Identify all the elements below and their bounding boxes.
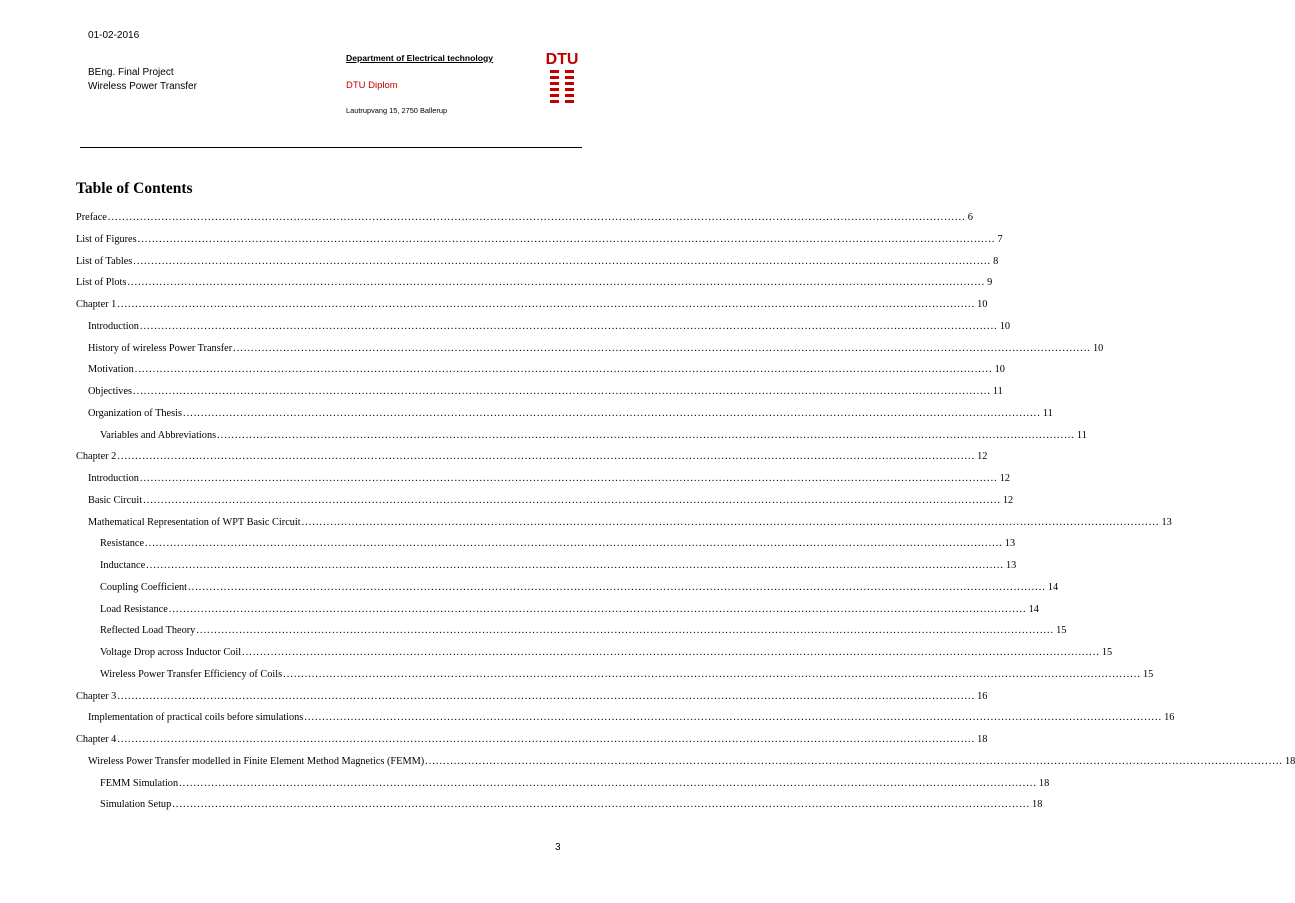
toc-entry[interactable] <box>88 407 1053 422</box>
toc-entry-leader <box>233 343 1091 354</box>
toc-entry-leader <box>143 495 1001 506</box>
toc-entry-page: 10 <box>977 299 988 310</box>
toc-entry-leader <box>169 604 1027 615</box>
toc-entry-leader <box>133 256 991 267</box>
toc-entry-label: Mathematical Representation of WPT Basic Circuit <box>88 516 301 528</box>
toc-entry-leader <box>127 277 985 288</box>
toc-entry[interactable] <box>100 668 1154 683</box>
toc-entry-leader <box>172 799 1030 810</box>
toc-entry-page: 18 <box>977 734 988 745</box>
toc-entry-label: History of wireless Power Transfer <box>88 342 233 354</box>
toc-entry[interactable] <box>88 755 1295 770</box>
toc-entry-label: Coupling Coefficient <box>100 581 188 593</box>
toc-entry-page: 10 <box>994 364 1005 376</box>
toc-entry-leader <box>304 712 1162 723</box>
toc-entry-page: 15 <box>1101 647 1113 658</box>
toc-entry[interactable] <box>76 734 988 748</box>
toc-entry-label: Wireless Power Transfer Efficiency of Coils <box>100 668 283 680</box>
toc-entry[interactable] <box>76 233 1003 248</box>
toc-entry-label: List of Tables <box>76 255 133 267</box>
header-project-line2: Wireless Power Transfer <box>88 81 197 92</box>
toc-entry-page: 14 <box>1047 581 1059 593</box>
toc-entry-leader <box>133 386 991 397</box>
toc-entry-leader <box>135 364 993 375</box>
toc-entry[interactable] <box>76 255 999 270</box>
toc-entry[interactable] <box>100 777 1050 792</box>
toc-entry[interactable] <box>76 277 993 291</box>
toc-entry-leader <box>117 451 975 462</box>
toc-entry[interactable] <box>100 560 1017 574</box>
toc-entry[interactable] <box>88 386 1003 400</box>
toc-entry-label: Simulation Setup <box>100 799 172 811</box>
header-address: Lautrupvang 15, 2750 Ballerup <box>346 106 448 115</box>
header-diplom: DTU Diplom <box>346 80 398 91</box>
toc-entry-label: Voltage Drop across Inductor Coil <box>100 647 242 658</box>
toc-entry-page: 14 <box>1028 603 1039 615</box>
header-project <box>88 66 197 94</box>
toc-entry-page: 16 <box>1164 712 1175 724</box>
toc-entry-leader <box>117 691 975 702</box>
page-number: 3 <box>555 842 561 853</box>
toc-entry-page: 10 <box>999 320 1011 332</box>
toc-entry-leader <box>196 625 1054 636</box>
toc-entry[interactable] <box>100 647 1113 661</box>
toc-entry[interactable] <box>88 320 1011 335</box>
toc-entry-leader <box>108 212 966 223</box>
toc-entry-page: 13 <box>1004 538 1016 550</box>
toc-entry[interactable] <box>76 212 973 226</box>
toc-entry-leader <box>302 517 1160 528</box>
toc-entry-leader <box>140 473 998 484</box>
toc-entry-page: 13 <box>1161 516 1172 528</box>
toc-entry-page: 16 <box>977 690 988 702</box>
toc-entry-leader <box>138 234 996 245</box>
toc-entry-page: 6 <box>967 212 973 223</box>
toc-entry-leader <box>217 430 1075 441</box>
toc-entry[interactable] <box>100 429 1087 444</box>
header-rule <box>80 147 582 148</box>
toc-title: Table of Contents <box>76 180 193 197</box>
toc-entry[interactable] <box>100 799 1043 813</box>
toc-entry-page: 12 <box>1002 494 1014 506</box>
toc-entry-label: Variables and Abbreviations <box>100 429 217 441</box>
toc-entry-page: 11 <box>992 386 1003 397</box>
toc-entry-label: Basic Circuit <box>88 494 143 506</box>
toc-entry-leader <box>140 321 998 332</box>
dtu-logo-text: DTU <box>545 51 579 68</box>
toc-entry-label: Preface <box>76 212 107 223</box>
toc-entry[interactable] <box>100 538 1016 552</box>
toc-entry[interactable] <box>76 299 988 313</box>
toc-entry-page: 12 <box>977 451 988 463</box>
toc-entry-label: Load Resistance <box>100 603 168 615</box>
toc-entry-leader <box>146 560 1004 571</box>
toc-entry-label: Wireless Power Transfer modelled in Finite Element Method Magnetics (FEMM) <box>88 755 425 767</box>
toc-entry-label: Introduction <box>88 473 139 484</box>
toc-entry-page: 7 <box>997 233 1003 245</box>
toc-entry-label: Inductance <box>100 560 146 571</box>
toc-entry-leader <box>183 408 1041 419</box>
toc-entry-leader <box>145 538 1003 549</box>
toc-entry-page: 9 <box>987 277 993 289</box>
toc-entry[interactable] <box>88 473 1011 487</box>
toc-entry-label: Objectives <box>88 386 133 397</box>
toc-entry[interactable] <box>88 494 1014 509</box>
toc-entry-label: Implementation of practical coils before simulations <box>88 712 304 724</box>
toc-entry-page: 8 <box>993 255 999 267</box>
toc-entry[interactable] <box>76 451 988 465</box>
toc-entry[interactable] <box>88 342 1104 357</box>
header-left <box>88 30 197 94</box>
toc-entry-label: Chapter 2 <box>76 451 117 463</box>
header-department: Department of Electrical technology <box>346 53 494 63</box>
toc-entry-leader <box>188 582 1046 593</box>
toc-entry-label: Organization of Thesis <box>88 407 182 419</box>
toc-entry-leader <box>283 669 1141 680</box>
toc-entry-leader <box>242 647 1100 658</box>
toc-entry[interactable] <box>100 581 1059 596</box>
toc-entry-label: Chapter 1 <box>76 299 117 310</box>
toc-entry-label: Resistance <box>100 538 145 550</box>
toc-entry[interactable] <box>88 516 1172 531</box>
toc-entry-label: Reflected Load Theory <box>100 625 196 637</box>
toc-entry[interactable] <box>76 690 988 705</box>
toc-entry-page: 15 <box>1142 668 1154 680</box>
dtu-logo <box>545 48 579 104</box>
toc-entry-page: 11 <box>1076 429 1087 441</box>
toc-entry-leader <box>117 299 975 310</box>
toc-entry[interactable] <box>100 625 1067 639</box>
toc-entry-label: Introduction <box>88 320 139 332</box>
toc-entry-page: 10 <box>1092 342 1104 354</box>
header-project-line1: BEng. Final Project <box>88 67 174 78</box>
toc-entry-leader <box>179 778 1037 789</box>
toc-entry-page: 18 <box>1285 755 1295 767</box>
toc-entry-label: List of Figures <box>76 233 137 245</box>
toc-entry-page: 11 <box>1042 407 1053 419</box>
toc-entry-page: 12 <box>999 473 1011 484</box>
header-date: 01-02-2016 <box>88 30 140 41</box>
toc-entry-page: 18 <box>1038 777 1050 789</box>
toc-entry-label: FEMM Simulation <box>100 777 179 789</box>
toc-entry-label: Motivation <box>88 364 134 376</box>
toc-entry-page: 13 <box>1005 560 1017 571</box>
toc-entry-label: List of Plots <box>76 277 127 289</box>
toc-entry-page: 18 <box>1032 799 1043 811</box>
toc-entry-leader <box>425 756 1283 767</box>
toc-entry-label: Chapter 3 <box>76 690 117 702</box>
toc-entry-leader <box>117 734 975 745</box>
toc-entry-page: 15 <box>1056 625 1067 637</box>
toc-entry[interactable] <box>100 603 1039 618</box>
toc-entry[interactable] <box>88 712 1175 726</box>
toc-entry[interactable] <box>88 364 1005 378</box>
toc-entry-label: Chapter 4 <box>76 734 117 745</box>
